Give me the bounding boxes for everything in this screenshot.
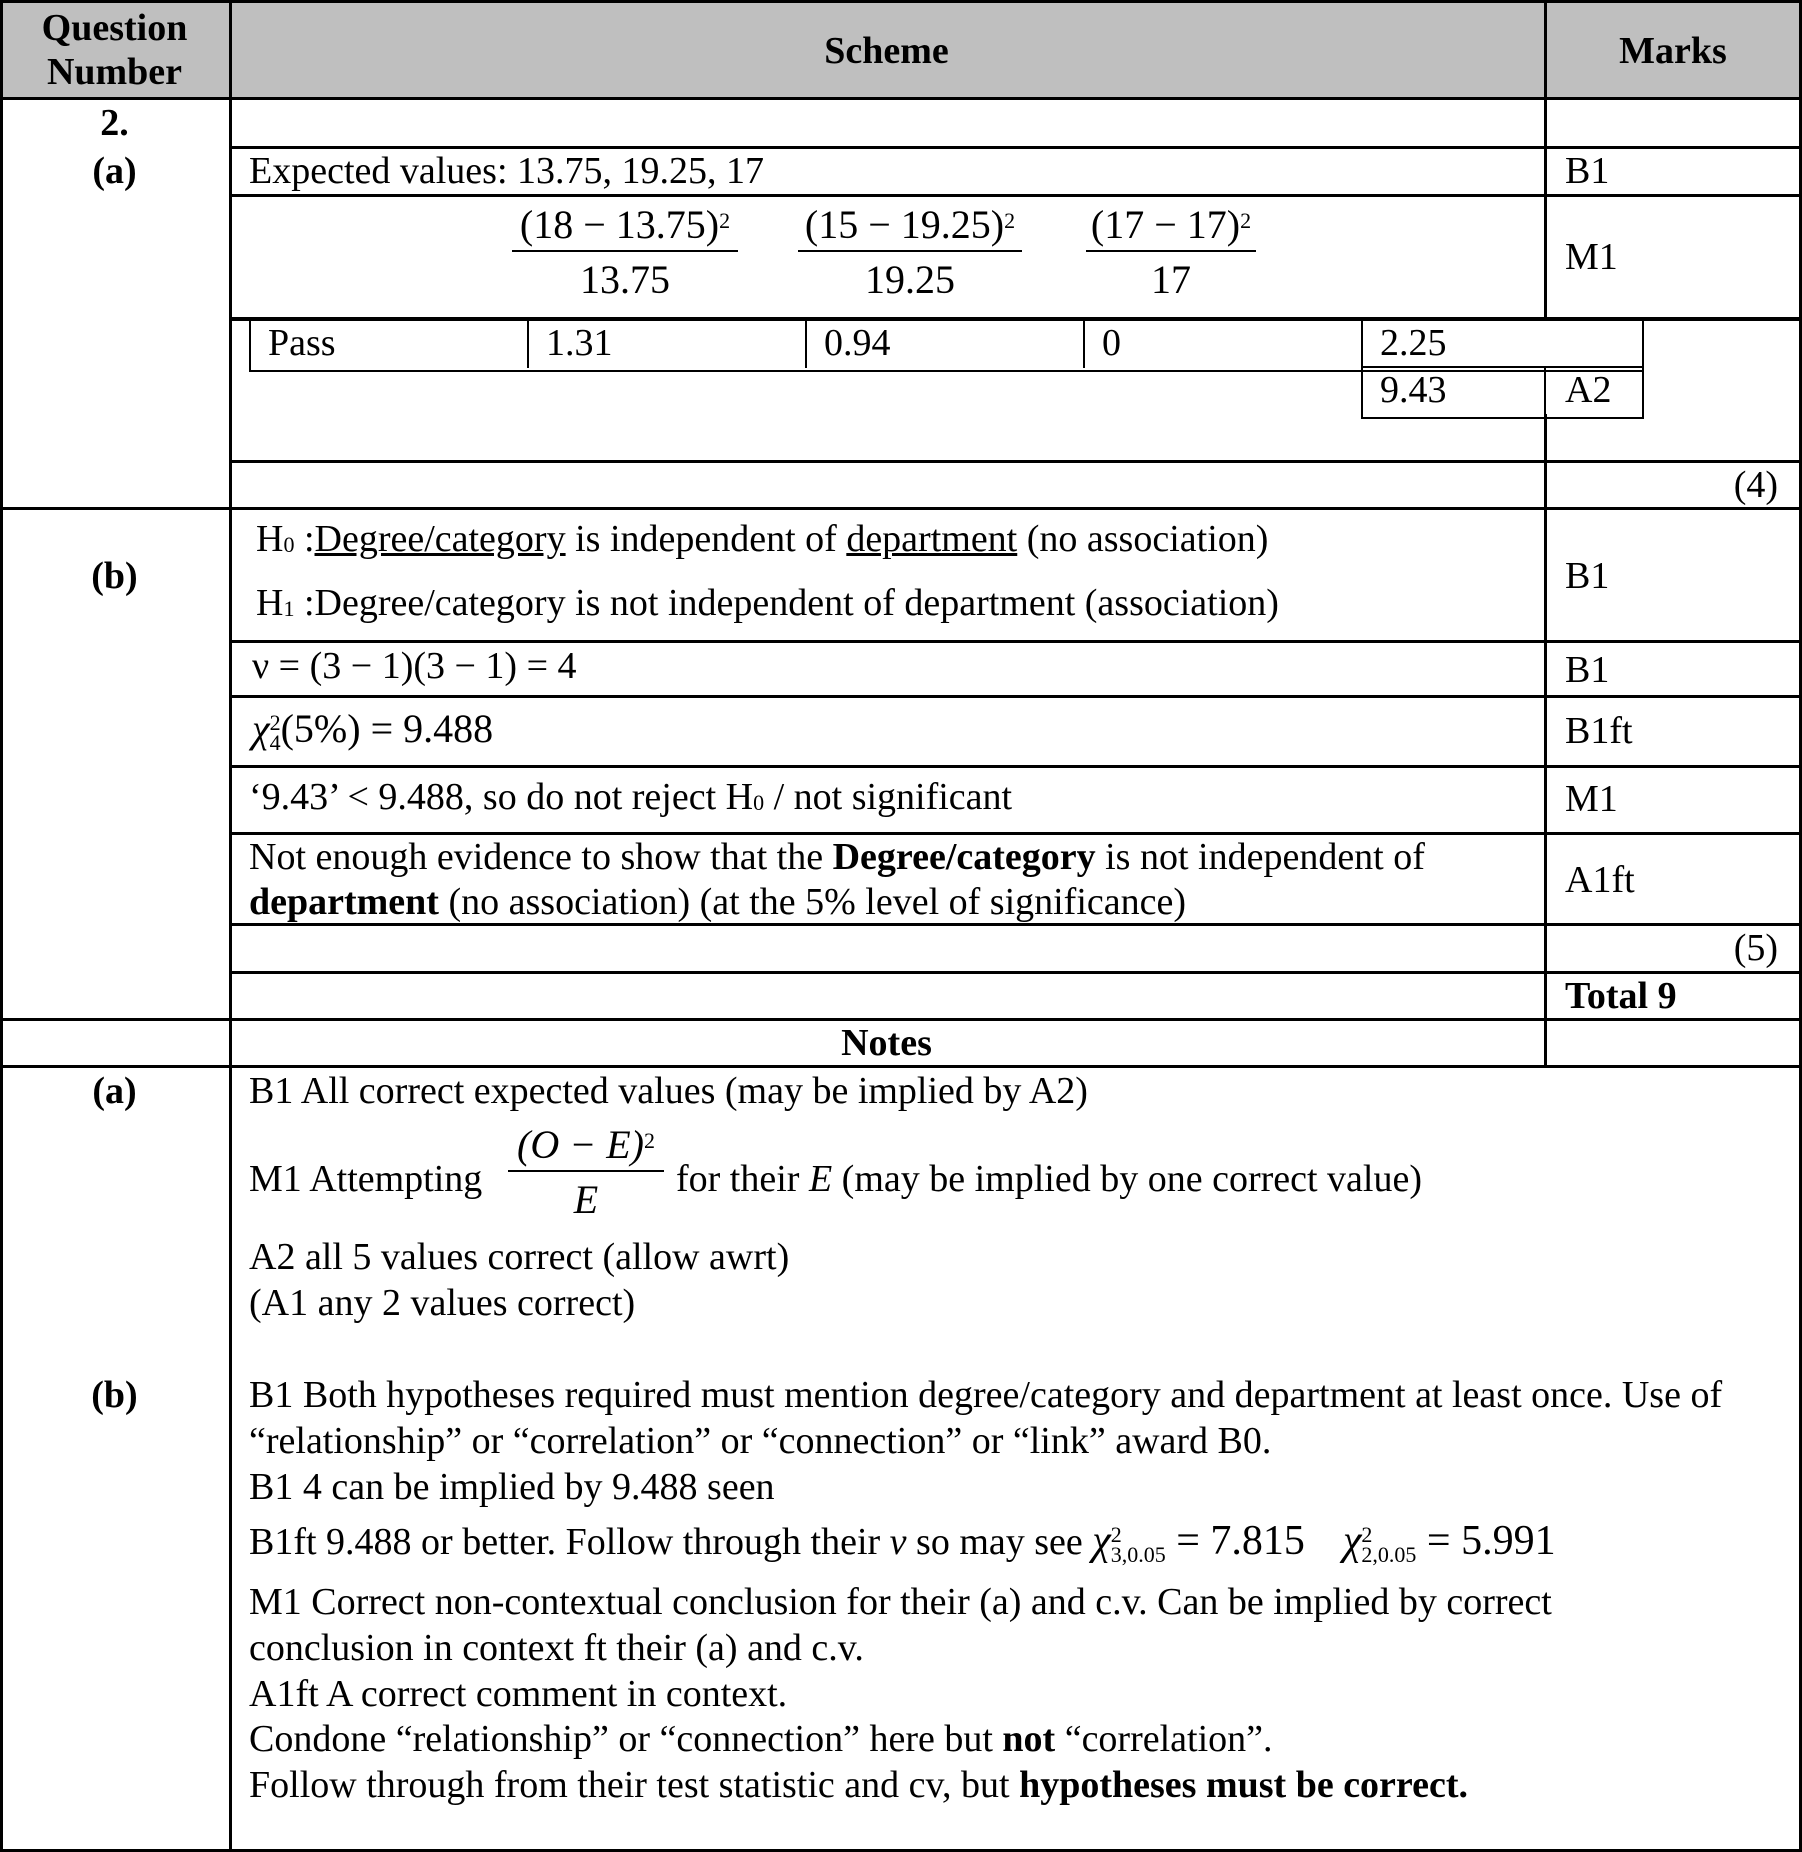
- part-a-subtotal: (4): [1733, 464, 1778, 506]
- fraction-numerator: $(17 - 17)^2$: [1090, 202, 1252, 247]
- fraction-denominator: 19.25: [865, 257, 955, 302]
- note-a-m1: M1 Attempting: [249, 1158, 483, 1200]
- comparison-mark: M1: [1565, 778, 1618, 820]
- critical-value: χ 2 4 (5%) = 9.488: [252, 706, 494, 755]
- note-b-m1-line2: conclusion in context ft their (a) and c.v.: [249, 1627, 864, 1669]
- pass-total-mark: A2: [1565, 369, 1612, 411]
- critical-value-mark: B1ft: [1565, 710, 1633, 752]
- conclusion-line-1: Not enough evidence to show that the Degree/category is not independent of: [249, 836, 1425, 878]
- header-number-line: Number: [46, 51, 183, 93]
- note-b-a1ft: A1ft A correct comment in context.: [249, 1673, 788, 1715]
- note-b-b1-4: B1 4 can be implied by 9.488 seen: [249, 1466, 775, 1508]
- note-b-b1ft: B1ft 9.488 or better. Follow through their ν so may see χ 2 3,0.05 = 7.815 χ 2 2,0.05 = 5.991: [249, 1518, 1556, 1568]
- note-b-b1-line2: “relationship” or “correlation” or “connection” or “link” award B0.: [249, 1420, 1272, 1462]
- question-number: 2.: [100, 102, 129, 144]
- pass-total-divider: [1544, 366, 1546, 415]
- header-divider: [0, 97, 1802, 100]
- fraction-denominator: 17: [1151, 257, 1191, 302]
- pass-table-divider: [1083, 319, 1085, 368]
- fraction-numerator: $(18 - 13.75)^2$: [519, 202, 731, 247]
- pass-table-divider: [805, 319, 807, 368]
- fraction-pass-1: [512, 200, 738, 308]
- fraction-pass-2: [798, 200, 1022, 308]
- notes-part-a-label: (a): [92, 1070, 137, 1112]
- pass-label: Pass: [268, 322, 336, 364]
- note-b-follow-through: Follow through from their test statistic and cv, but hypotheses must be correct.: [249, 1764, 1468, 1806]
- fraction-numerator: $(15 - 19.25)^2$: [804, 202, 1016, 247]
- note-b-b1-line1: B1 Both hypotheses required must mention degree/category and department at least once. Use of: [249, 1374, 1723, 1416]
- part-b-subtotal: (5): [1733, 927, 1778, 969]
- hypotheses-mark: B1: [1565, 555, 1610, 597]
- header-marks: Marks: [1619, 30, 1727, 72]
- fraction-denominator: E: [573, 1177, 599, 1222]
- note-a-b1: B1 All correct expected values (may be implied by A2): [249, 1070, 1088, 1112]
- note-b-condone: Condone “relationship” or “connection” here but not “correlation”.: [249, 1718, 1273, 1760]
- header-question-number: [0, 6, 229, 94]
- pass-value: 2.25: [1380, 322, 1447, 364]
- header-scheme: Scheme: [824, 30, 949, 72]
- column-divider-1: [229, 0, 232, 1852]
- fraction-pass-3: [1086, 200, 1256, 308]
- degrees-of-freedom-mark: B1: [1565, 649, 1610, 691]
- conclusion-line-2: department (no association) (at the 5% level of significance): [249, 881, 1187, 923]
- row-line: [229, 695, 1802, 698]
- total-marks: Total 9: [1565, 975, 1677, 1017]
- null-hypothesis: $H_0$ :Degree/category is independent of department (no association): [256, 518, 1269, 560]
- row-line: [229, 194, 1802, 197]
- table-border-top: [0, 0, 1802, 3]
- pass-value: 1.31: [546, 322, 613, 364]
- row-line: [229, 765, 1802, 768]
- pass-total: 9.43: [1380, 369, 1447, 411]
- conclusion-mark: A1ft: [1565, 859, 1635, 901]
- part-a-label: (a): [92, 150, 137, 192]
- notes-title: Notes: [841, 1022, 932, 1064]
- table-border-left: [0, 0, 3, 1852]
- pass-table-divider: [527, 319, 529, 368]
- fraction-denominator: 13.75: [580, 257, 670, 302]
- fraction-numerator: $(O - E)^2$: [517, 1122, 655, 1167]
- notes-part-b-label: (b): [91, 1374, 138, 1416]
- fraction-mark: M1: [1565, 236, 1618, 278]
- note-a-m1-suffix: for their E (may be implied by one correct value): [676, 1158, 1422, 1200]
- degrees-of-freedom: ν = (3 − 1)(3 − 1) = 4: [252, 645, 577, 687]
- pass-value: 0: [1102, 322, 1121, 364]
- note-a-a2: A2 all 5 values correct (allow awrt): [249, 1236, 790, 1278]
- note-b-m1-line1: M1 Correct non-contextual conclusion for their (a) and c.v. Can be implied by correct: [249, 1581, 1552, 1623]
- row-line: [0, 507, 1802, 510]
- expected-values: Expected values: 13.75, 19.25, 17: [249, 150, 765, 192]
- alternative-hypothesis: $H_1$ :Degree/category is not independent of department (association): [256, 582, 1279, 624]
- note-a-m1-fraction: [508, 1120, 664, 1228]
- header-question-line: Question: [41, 7, 188, 49]
- pass-value: 0.94: [824, 322, 891, 364]
- expected-values-mark: B1: [1565, 150, 1610, 192]
- comparison: ‘9.43’ < 9.488, so do not reject $H_0$ / not significant: [249, 776, 1013, 818]
- part-b-label: (b): [91, 555, 138, 597]
- note-a-a1: (A1 any 2 values correct): [249, 1282, 636, 1324]
